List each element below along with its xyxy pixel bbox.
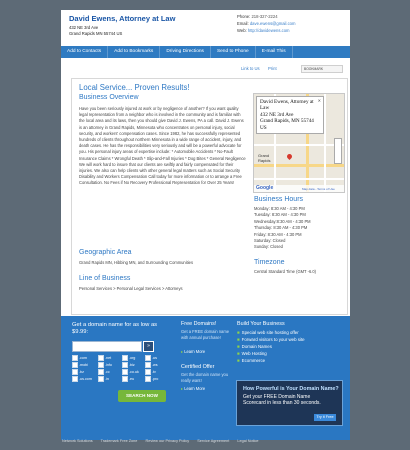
add-to-bookmarks-button[interactable]: Add to Bookmarks [108, 46, 160, 58]
ad-title: How Powerful is Your Domain Name? [243, 386, 339, 392]
google-logo: Google [256, 185, 274, 191]
web-link[interactable]: http://davidewens.com [247, 28, 290, 33]
tld-label: .org [129, 355, 136, 360]
bullet-icon: ■ [237, 330, 240, 335]
hours-row: Saturday: Closed [254, 238, 286, 244]
bottom-links [62, 439, 265, 443]
tld-label: .mobi [79, 362, 89, 367]
checkbox-icon[interactable] [72, 355, 78, 361]
certified-title: Certified Offer [181, 364, 215, 370]
driving-directions-button[interactable]: Driving Directions [160, 46, 211, 58]
bullet-icon: ■ [237, 358, 240, 363]
tld-option[interactable] [98, 355, 111, 361]
free-domains-learn-more[interactable] [181, 349, 205, 354]
tld-option[interactable] [72, 355, 87, 361]
tld-option[interactable] [98, 362, 112, 368]
build-item-label: Domain Names [241, 344, 272, 349]
hours-list [254, 206, 311, 251]
zoom-control[interactable] [334, 138, 342, 164]
tld-label: .us.com [79, 376, 92, 381]
tld-option[interactable] [145, 376, 158, 382]
map-label-grand: Grand [258, 153, 270, 158]
email-link[interactable]: dave.ewens@gmail.com [249, 21, 296, 26]
phone-label: Phone: [237, 14, 251, 19]
hours-row: Tuesday: 8:30 AM - 4:30 PM [254, 212, 306, 218]
domain-price: $9.99: [72, 329, 89, 335]
tld-option[interactable] [98, 376, 109, 382]
tld-option[interactable] [122, 369, 139, 375]
email-label: Email: [237, 21, 249, 26]
tld-label: .cc [105, 369, 110, 374]
tld-label: .com [79, 355, 87, 360]
map-street [254, 178, 344, 180]
bullet-icon: ■ [237, 337, 240, 342]
checkbox-icon[interactable] [122, 362, 128, 368]
checkbox-icon[interactable] [98, 376, 104, 382]
learn-more-label: Learn More [184, 386, 206, 391]
location-map[interactable] [253, 93, 345, 193]
tld-label: .eu [129, 376, 135, 381]
domain-go-button[interactable]: » [143, 341, 154, 352]
header-web [237, 28, 290, 33]
bookmark-button[interactable]: BOOKMARK [301, 65, 343, 73]
bubble-country: US [260, 124, 267, 131]
header-phone [237, 14, 278, 19]
tld-option[interactable] [122, 376, 134, 382]
hours-row: Sunday: Closed [254, 244, 283, 250]
tld-label: .biz [129, 362, 135, 367]
map-road [254, 164, 344, 167]
free-domains-title: Free Domains! [181, 321, 217, 327]
overview-heading: Business Overview [79, 94, 139, 101]
build-item-label: Forward visitors to your web site [241, 337, 305, 342]
bottom-link[interactable]: Trademark Free Zone [100, 439, 138, 443]
add-to-contacts-button[interactable]: Add to Contacts [61, 46, 108, 58]
certified-learn-more[interactable] [181, 386, 205, 391]
checkbox-icon[interactable] [98, 369, 104, 375]
checkbox-icon[interactable] [98, 355, 104, 361]
checkbox-icon[interactable] [98, 362, 104, 368]
phone-value: 218-327-2224 [251, 14, 278, 19]
map-label-rapids: Rapids [258, 158, 271, 163]
map-street [254, 144, 344, 146]
checkbox-icon[interactable] [72, 369, 78, 375]
hours-row: Friday: 8:30 AM - 4:30 PM [254, 231, 302, 237]
tld-label: .pro [152, 376, 159, 381]
checkbox-icon[interactable] [145, 355, 151, 361]
build-item[interactable] [237, 351, 267, 356]
bottom-link[interactable]: Legal Notice [237, 439, 259, 443]
web-label: Web: [237, 28, 247, 33]
build-item[interactable] [237, 344, 272, 349]
tld-label: .ws [152, 362, 158, 367]
toolbar [61, 63, 350, 73]
tld-label: .tv [152, 369, 156, 374]
overview-text: Have you been seriously injured at work or by negligence of another? If you want quality legal representation from a neighbor who is involved in the community and is familiar with the local area and its laws, then you should give David J. Ewens, PA a call. David J. Ewens is an attorney in Grand Rapids, Minnesota who concentrates on personal injury, social security, and workers' compensation cases. Since 1982, he has successfully represented hundreds of clients throughout northern Minnesota in a wide range of accident, injury, and death cases. He has the responsibilities very seriously and will be a powerful advocate for you. His personal injury areas of expertise include: * Automobile Accidents * No-Fault Insurance Claims * Wrongful Death * Slip-and-Fall Injuries * Dog Bites * General Negligence We will work hard to insure that our clients are swiftly and fairly compensated for their injuries. We also can help clients with other general legal matters such as Social Security Disability and Workers Compensation Call today for more information or to arrange a Free Consultation. No Fees if No Recovery Professional Representation for Over 25 Years! [79, 106, 246, 186]
link-to-us-link[interactable]: Link to Us [241, 66, 260, 71]
checkbox-icon[interactable] [145, 376, 151, 382]
tld-option[interactable] [98, 369, 110, 375]
map-pin-icon[interactable] [286, 153, 293, 160]
checkbox-icon[interactable] [122, 376, 128, 382]
tld-option[interactable] [122, 355, 135, 361]
checkbox-icon[interactable] [122, 355, 128, 361]
send-to-phone-button[interactable]: Send to Phone [211, 46, 256, 58]
bubble-name: David Ewens, Attorney at Law [260, 99, 314, 112]
arrow-icon: ▸ [181, 349, 184, 354]
tld-option[interactable] [72, 376, 92, 382]
build-item-label: Ecommerce [241, 358, 266, 363]
tld-option[interactable] [145, 355, 157, 361]
bubble-address1: 432 NE 3rd Ave [260, 111, 294, 118]
tld-option[interactable] [72, 362, 88, 368]
build-item[interactable] [237, 337, 305, 342]
checkbox-icon[interactable] [145, 362, 151, 368]
map-terms-link[interactable]: Map data - Terms of Use [302, 187, 335, 191]
bubble-address2: Grand Rapids, MN 55744 [260, 118, 314, 125]
bullet-icon: ■ [237, 351, 240, 356]
line-heading: Line of Business [79, 275, 131, 282]
map-footer-bar [254, 185, 344, 192]
tld-label: .co.uk [129, 369, 139, 374]
geo-text: Grand Rapids MN, Hibbing MN, and Surrounding Communities [79, 260, 193, 265]
tld-option[interactable] [72, 369, 84, 375]
tld-label: .net [105, 355, 112, 360]
certified-text: Get the domain name you really want! [181, 372, 229, 383]
header-address-line2: Grand Rapids MN 55744 US [69, 31, 123, 36]
tld-label: .in [105, 376, 109, 381]
main-content [71, 78, 348, 315]
tld-label: .info [105, 362, 112, 367]
header [61, 10, 350, 45]
build-item-label: Special web site hosting offer [241, 330, 299, 335]
ad-text: Get your FREE Domain Name Scorecard in less than 30 seconds. [243, 394, 321, 406]
learn-more-label: Learn More [184, 349, 206, 354]
search-now-button[interactable]: SEARCH NOW [118, 390, 166, 402]
timezone-value: Central Standard Time (GMT -6.0) [254, 269, 317, 274]
checkbox-icon[interactable] [72, 362, 78, 368]
build-title: Build Your Business [237, 321, 285, 327]
tld-option[interactable] [122, 362, 135, 368]
hours-row: Wednesday:8:30 AM - 4:30 PM [254, 218, 311, 224]
print-link[interactable]: Print [268, 66, 277, 71]
tld-label: .bz [79, 369, 84, 374]
tld-option[interactable] [145, 362, 158, 368]
bottom-link[interactable]: Network Solutions [62, 439, 93, 443]
bullet-icon: ■ [237, 344, 240, 349]
free-domains-text: Get a FREE domain name with annual purchase! [181, 329, 230, 340]
tld-label: .us [152, 355, 157, 360]
hours-row: Monday: 8:30 AM - 4:30 PM [254, 206, 305, 211]
checkbox-icon[interactable] [145, 369, 151, 375]
email-this-button[interactable]: E-mail This [256, 46, 293, 58]
hours-row: Thursday: 8:30 AM - 4:30 PM [254, 225, 308, 231]
domain-search-input[interactable] [72, 341, 142, 352]
header-address-line1: 432 NE 3rd Ave [69, 25, 99, 30]
timezone-heading: Timezone [254, 259, 285, 266]
geo-heading: Geographic Area [79, 249, 132, 256]
tagline: Local Service... Proven Results! [79, 83, 190, 92]
build-item[interactable] [237, 330, 299, 335]
arrow-icon: ▸ [181, 386, 184, 391]
action-nav [61, 46, 350, 58]
header-email [237, 21, 296, 26]
try-free-button[interactable]: Try it Free [314, 414, 336, 421]
checkbox-icon[interactable] [122, 369, 128, 375]
business-name: David Ewens, Attorney at Law [69, 14, 176, 23]
hours-heading: Business Hours [254, 196, 304, 203]
line-text: Personal Services > Personal Legal Services > Attorneys [79, 286, 183, 291]
close-icon[interactable]: ✕ [317, 98, 321, 103]
domain-title: Get a domain name for as low as [72, 322, 158, 328]
build-item[interactable] [237, 358, 265, 363]
bottom-link[interactable]: Service Agreement [197, 439, 230, 443]
checkbox-icon[interactable] [72, 376, 78, 382]
build-item-label: Web Hosting [241, 351, 267, 356]
domain-scorecard-ad[interactable] [236, 380, 343, 426]
map-info-bubble [256, 96, 324, 134]
bottom-link[interactable]: Review our Privacy Policy [145, 439, 190, 443]
tld-option[interactable] [145, 369, 156, 375]
